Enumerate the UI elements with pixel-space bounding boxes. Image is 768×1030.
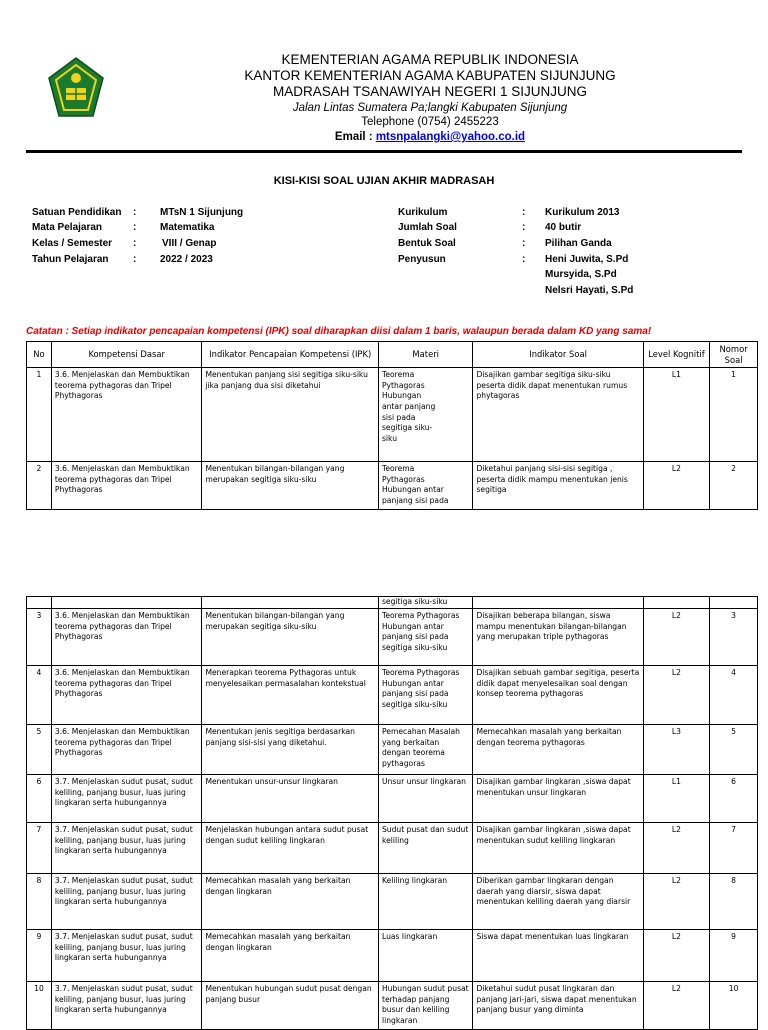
cell-level: L3 [643,725,709,775]
cell-indikator: Diketahui panjang sisi-sisi segitiga , peserta didik mampu menentukan jenis segitiga [473,462,643,510]
cell-indikator: Diketahui sudut pusat lingkaran dan panjang jari-jari, siswa dapat menentukan panjang busur yang diminta [473,982,643,1030]
cell-ipk: Menentukan bilangan-bilangan yang merupakan segitiga siku-siku [202,609,379,666]
header-level-kognitif: Level Kognitif [643,342,709,368]
info-sep: : [133,254,137,265]
info-sep: : [133,238,137,249]
letterhead-address: Jalan Lintas Sumatera Pa;langki Kabupaten Sijunjung [292,102,568,114]
cell-ipk: Menentukan unsur-unsur lingkaran [202,775,379,823]
cell-materi: Unsur unsur lingkaran [378,775,472,823]
table-row [27,775,758,823]
cell-level: L2 [643,874,709,930]
info-author-3: Nelsri Hayati, S.Pd [545,285,634,296]
info-value-bentuk: Pilihan Ganda [545,238,612,249]
cell-no: 5 [27,725,52,775]
kisi-kisi-table-page2 [26,596,758,1030]
header-indikator-soal: Indikator Soal [473,342,643,368]
cell-no: 6 [27,775,52,823]
cell-empty [27,597,52,609]
info-label-kurikulum: Kurikulum [398,207,448,218]
cell-nomor: 9 [710,930,758,982]
cell-indikator: Diberikan gambar lingkaran dengan daerah yang diarsir, siswa dapat menentukan keliling daerah yang diarsir [473,874,643,930]
info-label-bentuk: Bentuk Soal [398,238,456,249]
table-header-row [27,342,758,368]
letterhead-office: KANTOR KEMENTERIAN AGAMA KABUPATEN SIJUNJUNG [244,68,616,83]
cell-nomor: 10 [710,982,758,1030]
letterhead-email-line [160,131,700,143]
header-nomor-soal: Nomor Soal [710,342,758,368]
info-value-satuan: MTsN 1 Sijunjung [160,207,244,218]
cell-no: 9 [27,930,52,982]
info-sep: : [522,254,526,265]
cell-kd: 3.7. Menjelaskan sudut pusat, sudut keliling, panjang busur, luas juring lingkaran serta hubungannya [51,982,202,1030]
cell-nomor: 1 [710,368,758,462]
info-sep: : [522,207,526,218]
table-row [27,982,758,1030]
cell-no: 8 [27,874,52,930]
cell-kd: 3.7. Menjelaskan sudut pusat, sudut keliling, panjang busur, luas juring lingkaran serta hubungannya [51,775,202,823]
table-row [27,823,758,874]
cell-kd: 3.7. Menjelaskan sudut pusat, sudut keliling, panjang busur, luas juring lingkaran serta hubungannya [51,874,202,930]
kemenag-emblem-icon [46,56,106,120]
cell-empty [51,597,202,609]
cell-kd: 3.6. Menjelaskan dan Membuktikan teorema pythagoras dan Tripel Phythagoras [51,725,202,775]
cell-materi: Sudut pusat dan sudut keliling [378,823,472,874]
cell-no: 10 [27,982,52,1030]
table-row [27,609,758,666]
cell-nomor: 6 [710,775,758,823]
info-value-tahun: 2022 / 2023 [160,254,213,265]
info-sep: : [522,238,526,249]
info-value-kurikulum: Kurikulum 2013 [545,207,620,218]
cell-ipk: Menentukan panjang sisi segitiga siku-siku jika panjang dua sisi diketahui [202,368,379,462]
info-sep: : [133,207,137,218]
cell-nomor: 3 [710,609,758,666]
cell-ipk: Menentukan bilangan-bilangan yang merupakan segitiga siku-siku [202,462,379,510]
table-row [27,930,758,982]
table-row [27,462,758,510]
cell-kd: 3.6. Menjelaskan dan Membuktikan teorema pythagoras dan Tripel Phythagoras [51,462,202,510]
info-label-satuan: Satuan Pendidikan [32,207,122,218]
cell-level: L2 [643,930,709,982]
cell-kd: 3.6. Menjelaskan dan Membuktikan teorema pythagoras dan Tripel Phythagoras [51,609,202,666]
info-sep: : [133,222,137,233]
header-kompetensi-dasar: Kompetensi Dasar [51,342,202,368]
cell-level: L2 [643,462,709,510]
cell-nomor: 4 [710,666,758,725]
cell-indikator: Disajikan gambar segitiga siku-siku peserta didik dapat menentukan rumus phytagoras [473,368,643,462]
cell-empty [202,597,379,609]
cell-empty [473,597,643,609]
cell-materi-continued: segitiga siku-siku [378,597,472,609]
cell-level: L2 [643,666,709,725]
cell-nomor: 7 [710,823,758,874]
cell-level: L1 [643,775,709,823]
cell-ipk: Menerapkan teorema Pythagoras untuk menyelesaikan permasalahan kontekstual [202,666,379,725]
info-label-jumlah: Jumlah Soal [398,222,457,233]
letterhead-phone: Telephone (0754) 2455223 [361,116,499,128]
cell-level: L2 [643,982,709,1030]
cell-ipk: Menentukan jenis segitiga berdasarkan panjang sisi-sisi yang diketahui. [202,725,379,775]
cell-materi: Teorema Pythagoras Hubungan antar panjang sisi pada segitiga siku-siku [378,609,472,666]
cell-materi: Teorema Pythagoras Hubungan antar panjang sisi pada segitiga siku-siku [378,666,472,725]
cell-nomor: 2 [710,462,758,510]
cell-kd: 3.7. Menjelaskan sudut pusat, sudut keliling, panjang busur, luas juring lingkaran serta hubungannya [51,823,202,874]
cell-empty [710,597,758,609]
letterhead-divider [26,150,742,153]
cell-materi: Hubungan sudut pusat terhadap panjang busur dan keliling lingkaran [378,982,472,1030]
cell-nomor: 5 [710,725,758,775]
instruction-note: Catatan : Setiap indikator pencapaian kompetensi (IPK) soal diharapkan diisi dalam 1 baris, walaupun berada dalam KD yang sama! [26,326,652,337]
header-materi: Materi [378,342,472,368]
cell-materi: Luas lingkaran [378,930,472,982]
cell-no: 4 [27,666,52,725]
cell-materi: Pemecahan Masalah yang berkaitan dengan teorema pythagoras [378,725,472,775]
cell-indikator: Memecahkan masalah yang berkaitan dengan teorema pythagoras [473,725,643,775]
cell-indikator: Disajikan gambar lingkaran ,siswa dapat menentukan unsur lingkaran [473,775,643,823]
cell-ipk: Memecahkan masalah yang berkaitan dengan lingkaran [202,930,379,982]
cell-ipk: Menentukan hubungan sudut pusat dengan panjang busur [202,982,379,1030]
document-title: KISI-KISI SOAL UJIAN AKHIR MADRASAH [273,175,495,187]
cell-no: 7 [27,823,52,874]
cell-nomor: 8 [710,874,758,930]
cell-kd: 3.6. Menjelaskan dan Membuktikan teorema pythagoras dan Tripel Phythagoras [51,666,202,725]
header-ipk: Indikator Pencapaian Kompetensi (IPK) [202,342,379,368]
header-no: No [27,342,52,368]
table-row [27,666,758,725]
cell-no: 2 [27,462,52,510]
cell-level: L2 [643,823,709,874]
info-author-2: Mursyida, S.Pd [545,269,617,280]
email-link[interactable]: mtsnpalangki@yahoo.co.id [375,131,526,143]
cell-materi: Keliling lingkaran [378,874,472,930]
info-value-penyusun: Heni Juwita, S.Pd [545,254,629,265]
info-sep: : [522,222,526,233]
letterhead-school: MADRASAH TSANAWIYAH NEGERI 1 SIJUNJUNG [272,84,588,99]
cell-level: L2 [643,609,709,666]
cell-kd: 3.6. Menjelaskan dan Membuktikan teorema pythagoras dan Tripel Phythagoras [51,368,202,462]
letterhead-ministry: KEMENTERIAN AGAMA REPUBLIK INDONESIA [281,52,579,67]
cell-empty [643,597,709,609]
table-row [27,725,758,775]
cell-no: 1 [27,368,52,462]
info-label-tahun: Tahun Pelajaran [32,254,109,265]
table-row-continuation [27,597,758,609]
cell-materi: Teorema Pythagoras Hubungan antar panjang sisi pada [378,462,472,510]
cell-indikator: Disajikan gambar lingkaran ,siswa dapat menentukan sudut keliling lingkaran [473,823,643,874]
kisi-kisi-table-page1 [26,341,758,510]
info-value-mapel: Matematika [160,222,215,233]
info-value-kelas: VIII / Genap [162,238,217,249]
info-label-kelas: Kelas / Semester [32,238,113,249]
cell-materi: Teorema Pythagoras Hubungan antar panjang sisi pada segitiga siku-siku [378,368,472,462]
info-label-mapel: Mata Pelajaran [32,222,103,233]
info-value-jumlah: 40 butir [545,222,582,233]
cell-ipk: Menjelaskan hubungan antara sudut pusat dengan sudut keliling lingkaran [202,823,379,874]
cell-level: L1 [643,368,709,462]
cell-indikator: Siswa dapat menentukan luas lingkaran [473,930,643,982]
cell-no: 3 [27,609,52,666]
table-row [27,368,758,462]
info-label-penyusun: Penyusun [398,254,446,265]
email-label: Email : [334,131,376,143]
table-row [27,874,758,930]
cell-indikator: Disajikan beberapa bilangan, siswa mampu menentukan bilangan-bilangan yang merupakan triple pythagoras [473,609,643,666]
cell-kd: 3.7. Menjelaskan sudut pusat, sudut keliling, panjang busur, luas juring lingkaran serta hubungannya [51,930,202,982]
cell-ipk: Memecahkan masalah yang berkaitan dengan lingkaran [202,874,379,930]
cell-indikator: Disajikan sebuah gambar segitiga, peserta didik dapat menyelesaikan soal dengan konsep teorema pythagoras [473,666,643,725]
